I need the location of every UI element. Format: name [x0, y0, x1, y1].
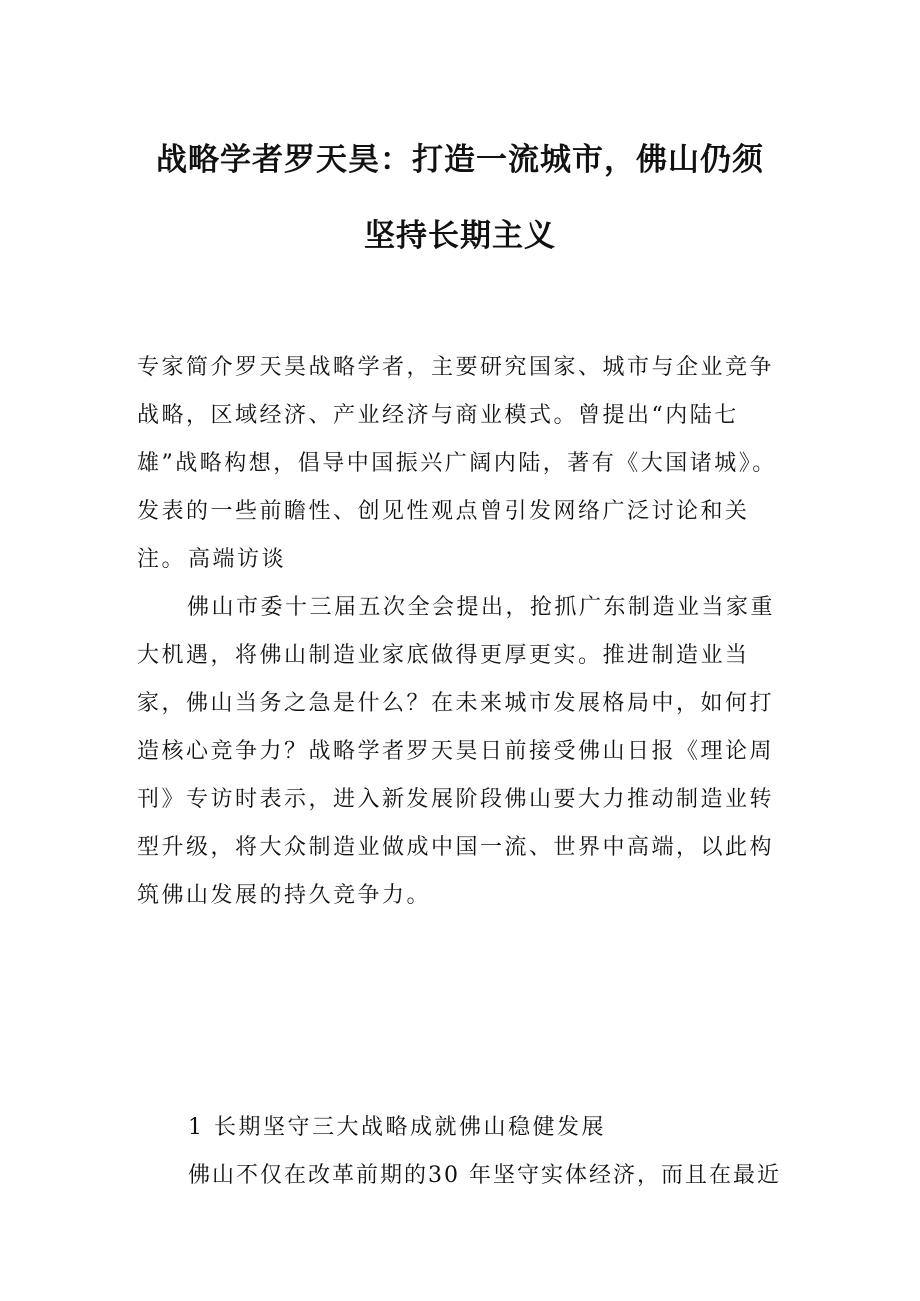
interview-heading: 高端访谈: [188, 547, 287, 572]
document-title-line-1: 战略学者罗天昊：打造一流城市，佛山仍须: [156, 142, 764, 178]
section-1-heading: 1 长期坚守三大战略成就佛山稳健发展: [188, 1115, 606, 1140]
document-title-line-2: 坚持长期主义: [364, 218, 556, 254]
expert-intro-paragraph: 专家简介罗天昊战略学者，主要研究国家、城市与企业竞争战略，区域经济、产业经济与商业模式。曾提出“内陆七雄”战略构想，倡导中国振兴广阔内陆，著有《大国诸城》。发表的一些前瞻性、创见性观点曾引发网络广泛讨论和关注。: [137, 355, 777, 572]
section-1-paragraph: 佛山不仅在改革前期的30 年坚守实体经济，而且在最近: [188, 1163, 781, 1188]
main-paragraph: 佛山市委十三届五次全会提出，抢抓广东制造业当家重大机遇，将佛山制造业家底做得更厚更实。推进制造业当家，佛山当务之急是什么？在未来城市发展格局中，如何打造核心竞争力？战略学者罗天昊日前接受佛山日报《理论周刊》专访时表示，进入新发展阶段佛山要大力推动制造业转型升级，将大众制造业做成中国一流、世界中高端，以此构筑佛山发展的持久竞争力。: [137, 595, 776, 908]
